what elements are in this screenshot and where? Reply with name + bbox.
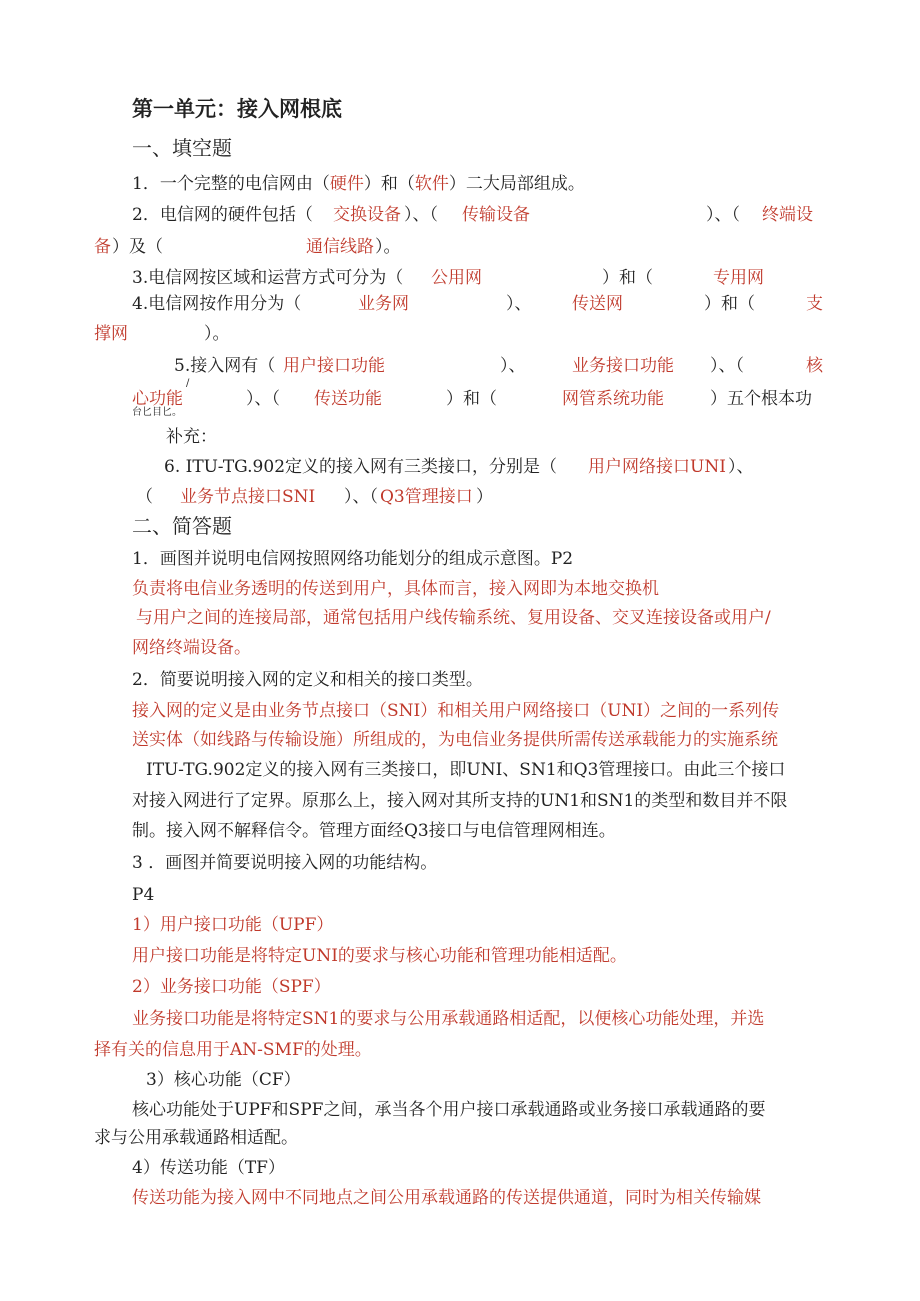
q5-answer-3b: 心功能	[132, 389, 183, 409]
q5-text: ）、	[500, 356, 526, 376]
q4-answer-3a: 支	[806, 294, 823, 314]
q1-text: 1．一个完整的电信网由（	[132, 174, 330, 194]
q6-text: ）、	[728, 457, 754, 477]
q2-answer-2: 传输设备	[462, 205, 530, 225]
q3-answer-2: 专用网	[713, 268, 764, 288]
q1-answer-2: 软件	[414, 174, 449, 194]
q6-text: ）、（	[344, 487, 378, 507]
q4-text: ）、	[506, 294, 532, 314]
q1-text: ）二大局部组成。	[448, 174, 585, 194]
q3-answer-1: 公用网	[431, 268, 482, 288]
q4-answer-3b: 撑网	[94, 324, 128, 344]
q5-text: ）、（	[246, 389, 280, 409]
q2-text: ）、（	[706, 205, 740, 225]
q4-text: ）。	[204, 324, 230, 344]
q5-answer-5: 网管系统功能	[562, 389, 664, 409]
s2-answer-line: 送实体（如线路与传输设施）所组成的，为电信业务提供所需传送承载能力的实施系统	[132, 730, 778, 750]
q6-text: ）	[476, 487, 493, 507]
q2-answer-1: 交换设备	[333, 205, 401, 225]
q5-answer-2: 业务接口功能	[572, 356, 674, 376]
s3-function-2-desc: 业务接口功能是将特定SN1的要求与公用承载通路相适配，以便核心功能处理，并选	[132, 1009, 765, 1029]
s2-answer-line: 接入网的定义是由业务节点接口（SNI）和相关用户网络接口（UNI）之间的一系列传	[132, 701, 780, 721]
q5-mark: /	[186, 378, 190, 389]
q2-text: ）。	[375, 237, 401, 257]
section-fill-in-title: 一、填空题	[132, 136, 232, 160]
q1-text: ）和（	[363, 174, 415, 194]
s3-function-4-title: 4）传送功能（TF）	[132, 1158, 285, 1178]
s1-answer-line: 负责将电信业务透明的传送到用户，具体而言，接入网即为本地交换机	[132, 579, 659, 599]
s3-function-4-desc: 传送功能为接入网中不同地点之间公用承载通路的传送提供通道，同时为相关传输媒	[132, 1188, 761, 1208]
q2-text: ）及（	[112, 237, 163, 257]
q6-text: （	[136, 487, 153, 507]
q5-answer-4: 传送功能	[314, 389, 382, 409]
s3-function-3-title: 3）核心功能（CF）	[146, 1070, 301, 1090]
s3-function-1-title: 1）用户接口功能（UPF）	[132, 915, 334, 935]
q5-answer-3a: 核	[806, 356, 823, 376]
q6-answer-3: Q3管理接口	[380, 487, 473, 507]
s3-function-3-desc: 求与公用承载通路相适配。	[94, 1128, 298, 1148]
q1-answer-1: 硬件	[329, 174, 364, 194]
section-short-answer-title: 二、简答题	[132, 514, 232, 538]
s2-answer-line: 对接入网进行了定界。原那么上，接入网对其所支持的UN1和SN1的类型和数目并不限	[132, 791, 788, 811]
s3-page-ref: P4	[132, 885, 155, 905]
q2-text: 2．电信网的硬件包括（	[132, 205, 313, 225]
s3-question: 3 ．画图并简要说明接入网的功能结构。	[132, 853, 438, 873]
s2-question: 2．简要说明接入网的定义和相关的接口类型。	[132, 670, 483, 690]
q6-answer-2: 业务节点接口SNI	[180, 487, 316, 507]
s1-question: 1．画图并说明电信网按照网络功能划分的组成示意图。P2	[132, 549, 574, 569]
s3-function-3-desc: 核心功能处于UPF和SPF之间，承当各个用户接口承载通路或业务接口承载通路的要	[132, 1100, 766, 1120]
q6-answer-1: 用户网络接口UNI	[588, 457, 726, 477]
supplement-label: 补充：	[166, 427, 217, 447]
q5-answer-1: 用户接口功能	[283, 356, 385, 376]
q2-answer-3a: 终端设	[762, 205, 813, 225]
q4-answer-2: 传送网	[572, 294, 623, 314]
q4-text: 4.电信网按作用分为（	[132, 294, 302, 314]
q4-answer-1: 业务网	[358, 294, 409, 314]
q5-ocr-fragment: 台匕目匕。	[132, 407, 182, 418]
q4-text: ）和（	[704, 294, 755, 314]
q6-text: 6. ITU-TG.902定义的接入网有三类接口，分别是（	[164, 457, 558, 477]
q3-text: 3.电信网按区域和运营方式可分为（	[132, 268, 404, 288]
s3-function-2-desc: 择有关的信息用于AN-SMF的处理。	[94, 1040, 372, 1060]
q5-text: 5.接入网有（	[174, 356, 276, 376]
q5-text: ）、（	[710, 356, 744, 376]
q5-text: ）和（	[446, 389, 497, 409]
s1-answer-line: 与用户之间的连接局部，通常包括用户线传输系统、复用设备、交叉连接设备或用户/	[136, 608, 771, 628]
q2-answer-4: 通信线路	[306, 237, 374, 257]
page-title: 第一单元：接入网根底	[132, 97, 342, 121]
s3-function-1-desc: 用户接口功能是将特定UNI的要求与核心功能和管理功能相适配。	[132, 946, 627, 966]
s2-answer-line: ITU-TG.902定义的接入网有三类接口，即UNI、SN1和Q3管理接口。由此三个接口	[146, 760, 786, 780]
q2-answer-3b: 备	[94, 237, 111, 257]
question-1	[132, 172, 585, 196]
s2-answer-line: 制。接入网不解释信令。管理方面经Q3接口与电信管理网相连。	[132, 821, 616, 841]
s3-function-2-title: 2）业务接口功能（SPF）	[132, 977, 331, 997]
q2-text: ）、（	[404, 205, 438, 225]
q5-text: ）五个根本功	[710, 389, 812, 409]
s1-answer-line: 网络终端设备。	[132, 638, 251, 658]
q3-text: ）和（	[602, 268, 653, 288]
